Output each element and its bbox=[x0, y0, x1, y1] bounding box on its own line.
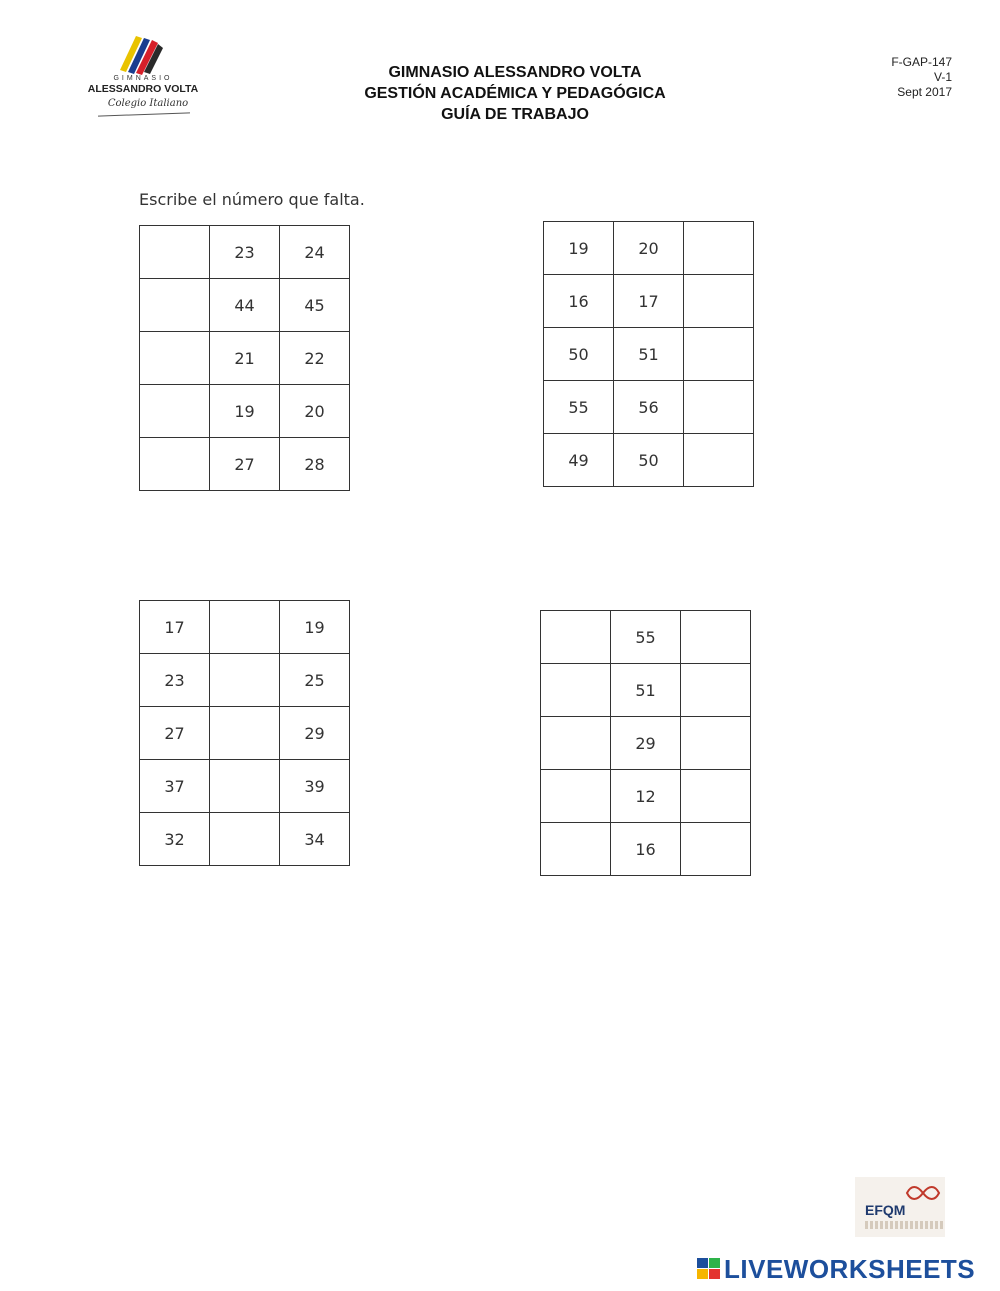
table-cell: 51 bbox=[614, 328, 684, 381]
number-table-4 bbox=[540, 610, 751, 876]
answer-cell[interactable] bbox=[210, 654, 280, 707]
table-cell: 55 bbox=[611, 611, 681, 664]
table-row bbox=[140, 279, 350, 332]
answer-cell[interactable] bbox=[681, 770, 751, 823]
answer-cell[interactable] bbox=[681, 823, 751, 876]
efqm-logo-icon bbox=[905, 1183, 941, 1203]
table-row bbox=[544, 328, 754, 381]
answer-cell[interactable] bbox=[684, 381, 754, 434]
answer-cell[interactable] bbox=[541, 770, 611, 823]
table-cell: 28 bbox=[280, 438, 350, 491]
logo-small-text: GIMNASIO bbox=[113, 75, 173, 82]
answer-cell[interactable] bbox=[681, 717, 751, 770]
answer-cell[interactable] bbox=[140, 385, 210, 438]
school-logo-icon bbox=[116, 30, 166, 76]
answer-cell[interactable] bbox=[684, 328, 754, 381]
answer-cell[interactable] bbox=[140, 438, 210, 491]
answer-cell[interactable] bbox=[140, 279, 210, 332]
answer-cell[interactable] bbox=[684, 434, 754, 487]
table-cell: 24 bbox=[280, 226, 350, 279]
table-cell: 50 bbox=[544, 328, 614, 381]
liveworksheets-logo[interactable] bbox=[697, 1254, 997, 1284]
table-cell: 23 bbox=[210, 226, 280, 279]
efqm-label: EFQM bbox=[865, 1202, 906, 1218]
table-cell: 20 bbox=[280, 385, 350, 438]
table-cell: 50 bbox=[614, 434, 684, 487]
table-cell: 17 bbox=[140, 601, 210, 654]
table-cell: 29 bbox=[280, 707, 350, 760]
table-cell: 27 bbox=[140, 707, 210, 760]
liveworksheets-logo-icon bbox=[697, 1258, 721, 1280]
table-cell: 56 bbox=[614, 381, 684, 434]
answer-cell[interactable] bbox=[140, 226, 210, 279]
table-row bbox=[140, 385, 350, 438]
table-row bbox=[140, 654, 350, 707]
answer-cell[interactable] bbox=[684, 222, 754, 275]
table-row bbox=[140, 760, 350, 813]
table-row bbox=[544, 381, 754, 434]
table-cell: 29 bbox=[611, 717, 681, 770]
table-cell: 20 bbox=[614, 222, 684, 275]
answer-cell[interactable] bbox=[210, 760, 280, 813]
table-row bbox=[140, 226, 350, 279]
answer-cell[interactable] bbox=[210, 601, 280, 654]
answer-cell[interactable] bbox=[541, 717, 611, 770]
table-row bbox=[140, 438, 350, 491]
answer-cell[interactable] bbox=[541, 823, 611, 876]
answer-cell[interactable] bbox=[541, 664, 611, 717]
table-row bbox=[541, 611, 751, 664]
table-row bbox=[541, 664, 751, 717]
number-table-1 bbox=[139, 225, 350, 491]
header-document-type: GUÍA DE TRABAJO bbox=[441, 106, 589, 123]
table-row bbox=[544, 275, 754, 328]
form-code: F-GAP-147 bbox=[891, 55, 952, 69]
school-logo bbox=[78, 30, 208, 122]
table-row bbox=[140, 707, 350, 760]
efqm-badge bbox=[855, 1177, 945, 1237]
table-cell: 16 bbox=[544, 275, 614, 328]
table-cell: 45 bbox=[280, 279, 350, 332]
table-row bbox=[544, 222, 754, 275]
answer-cell[interactable] bbox=[684, 275, 754, 328]
logo-subtitle: Colegio Italiano bbox=[107, 98, 189, 109]
table-cell: 17 bbox=[614, 275, 684, 328]
table-row bbox=[140, 332, 350, 385]
table-cell: 32 bbox=[140, 813, 210, 866]
number-table-3 bbox=[139, 600, 350, 866]
header-department: GESTIÓN ACADÉMICA Y PEDAGÓGICA bbox=[364, 85, 666, 102]
table-cell: 12 bbox=[611, 770, 681, 823]
table-row bbox=[541, 823, 751, 876]
table-row bbox=[140, 813, 350, 866]
table-cell: 19 bbox=[280, 601, 350, 654]
table-cell: 16 bbox=[611, 823, 681, 876]
answer-cell[interactable] bbox=[541, 611, 611, 664]
answer-cell[interactable] bbox=[681, 611, 751, 664]
table-row bbox=[140, 601, 350, 654]
answer-cell[interactable] bbox=[210, 813, 280, 866]
answer-cell[interactable] bbox=[210, 707, 280, 760]
table-cell: 25 bbox=[280, 654, 350, 707]
table-cell: 23 bbox=[140, 654, 210, 707]
table-cell: 27 bbox=[210, 438, 280, 491]
form-version: V-1 bbox=[933, 70, 952, 84]
table-cell: 19 bbox=[544, 222, 614, 275]
table-row bbox=[541, 770, 751, 823]
liveworksheets-brand: LIVEWORKSHEETS bbox=[724, 1254, 976, 1284]
table-row bbox=[544, 434, 754, 487]
table-cell: 21 bbox=[210, 332, 280, 385]
efqm-caption bbox=[865, 1221, 945, 1229]
table-cell: 49 bbox=[544, 434, 614, 487]
table-row bbox=[541, 717, 751, 770]
table-cell: 22 bbox=[280, 332, 350, 385]
answer-cell[interactable] bbox=[681, 664, 751, 717]
answer-cell[interactable] bbox=[140, 332, 210, 385]
table-cell: 51 bbox=[611, 664, 681, 717]
table-cell: 37 bbox=[140, 760, 210, 813]
number-table-2 bbox=[543, 221, 754, 487]
document-code bbox=[891, 55, 952, 100]
logo-school-name: ALESSANDRO VOLTA bbox=[87, 83, 199, 95]
document-header bbox=[300, 62, 730, 125]
table-cell: 39 bbox=[280, 760, 350, 813]
table-cell: 34 bbox=[280, 813, 350, 866]
table-cell: 55 bbox=[544, 381, 614, 434]
table-cell: 19 bbox=[210, 385, 280, 438]
logo-underline bbox=[98, 112, 190, 116]
form-date: Sept 2017 bbox=[897, 85, 952, 99]
table-cell: 44 bbox=[210, 279, 280, 332]
instruction-text: Escribe el número que falta. bbox=[139, 190, 365, 209]
header-school-name: GIMNASIO ALESSANDRO VOLTA bbox=[388, 64, 642, 81]
